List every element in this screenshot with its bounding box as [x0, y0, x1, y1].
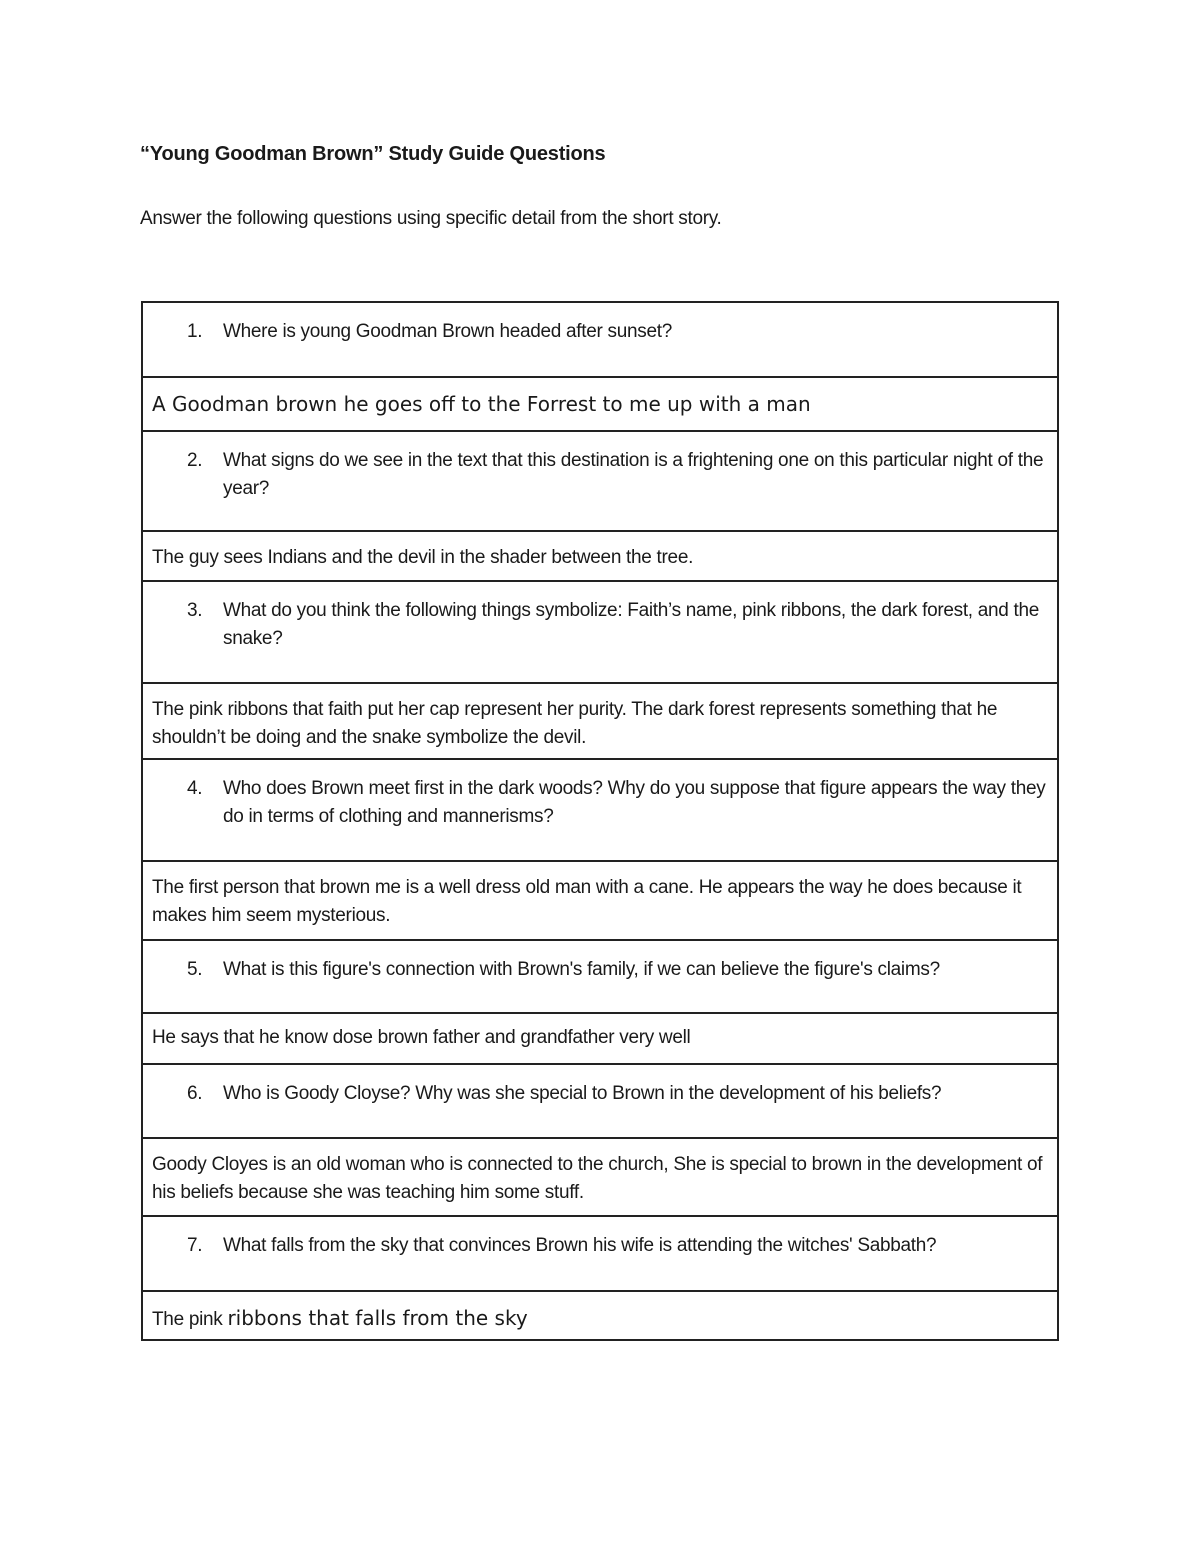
answer-cell[interactable] — [142, 1291, 1058, 1340]
answer-cell[interactable] — [142, 683, 1058, 759]
question-number: 6. — [187, 1083, 203, 1104]
answer-text: The first person that brown me is a well dress old man with a cane. He appears the way he does because it makes him seem mysterious. — [152, 877, 1022, 926]
page-title: “Young Goodman Brown” Study Guide Questions — [140, 143, 606, 165]
answer-text: Goody Cloyes is an old woman who is connected to the church, She is special to brown in the development of his beliefs because she was teaching him some stuff. — [152, 1154, 1043, 1203]
answer-cell[interactable] — [142, 377, 1058, 431]
answer-cell[interactable] — [142, 1013, 1058, 1064]
answer-text: A Goodman brown he goes off to the Forrest to me up with a man — [152, 392, 811, 416]
question-row — [142, 302, 1058, 377]
answer-cell[interactable] — [142, 1138, 1058, 1216]
answer-row — [142, 1138, 1058, 1216]
question-number: 1. — [187, 321, 203, 342]
answer-row — [142, 531, 1058, 581]
question-number: 5. — [187, 959, 203, 980]
answer-text: The pink — [152, 1309, 228, 1330]
question-text: What falls from the sky that convinces Brown his wife is attending the witches' Sabbath? — [223, 1235, 937, 1256]
answer-row — [142, 683, 1058, 759]
question-text: What is this figure's connection with Brown's family, if we can believe the figure's claims? — [223, 959, 940, 980]
answer-cell[interactable] — [142, 861, 1058, 940]
question-text: Who does Brown meet first in the dark woods? Why do you suppose that figure appears the way they do in terms of clothing and mannerisms? — [223, 778, 1046, 827]
question-number: 2. — [187, 450, 203, 471]
question-row — [142, 940, 1058, 1013]
question-cell — [142, 302, 1058, 377]
question-cell — [142, 1216, 1058, 1291]
instructions-text: Answer the following questions using specific detail from the short story. — [140, 208, 722, 229]
answer-text: The guy sees Indians and the devil in the shader between the tree. — [152, 547, 694, 568]
question-cell — [142, 581, 1058, 683]
question-row — [142, 1064, 1058, 1138]
question-cell — [142, 759, 1058, 861]
answer-row — [142, 1291, 1058, 1340]
study-guide-table — [141, 301, 1059, 1341]
answer-text: He says that he know dose brown father and grandfather very well — [152, 1027, 691, 1048]
question-row — [142, 759, 1058, 861]
answer-text-emphasis: ribbons that falls from the sky — [227, 1306, 528, 1330]
question-cell — [142, 940, 1058, 1013]
answer-cell[interactable] — [142, 531, 1058, 581]
question-cell — [142, 1064, 1058, 1138]
answer-row — [142, 377, 1058, 431]
question-text: Where is young Goodman Brown headed after sunset? — [223, 321, 672, 342]
answer-row — [142, 861, 1058, 940]
question-row — [142, 1216, 1058, 1291]
question-text: What signs do we see in the text that this destination is a frightening one on this particular night of the year? — [223, 450, 1044, 499]
question-text: What do you think the following things symbolize: Faith’s name, pink ribbons, the dark forest, and the snake? — [223, 600, 1040, 649]
question-row — [142, 581, 1058, 683]
question-number: 7. — [187, 1235, 203, 1256]
question-number: 4. — [187, 778, 203, 799]
question-text: Who is Goody Cloyse? Why was she special to Brown in the development of his beliefs? — [223, 1083, 942, 1104]
answer-text: The pink ribbons that faith put her cap represent her purity. The dark forest represents something that he shouldn’t be doing and the snake symbolize the devil. — [152, 699, 998, 748]
question-number: 3. — [187, 600, 203, 621]
answer-row — [142, 1013, 1058, 1064]
question-cell — [142, 431, 1058, 531]
question-row — [142, 431, 1058, 531]
